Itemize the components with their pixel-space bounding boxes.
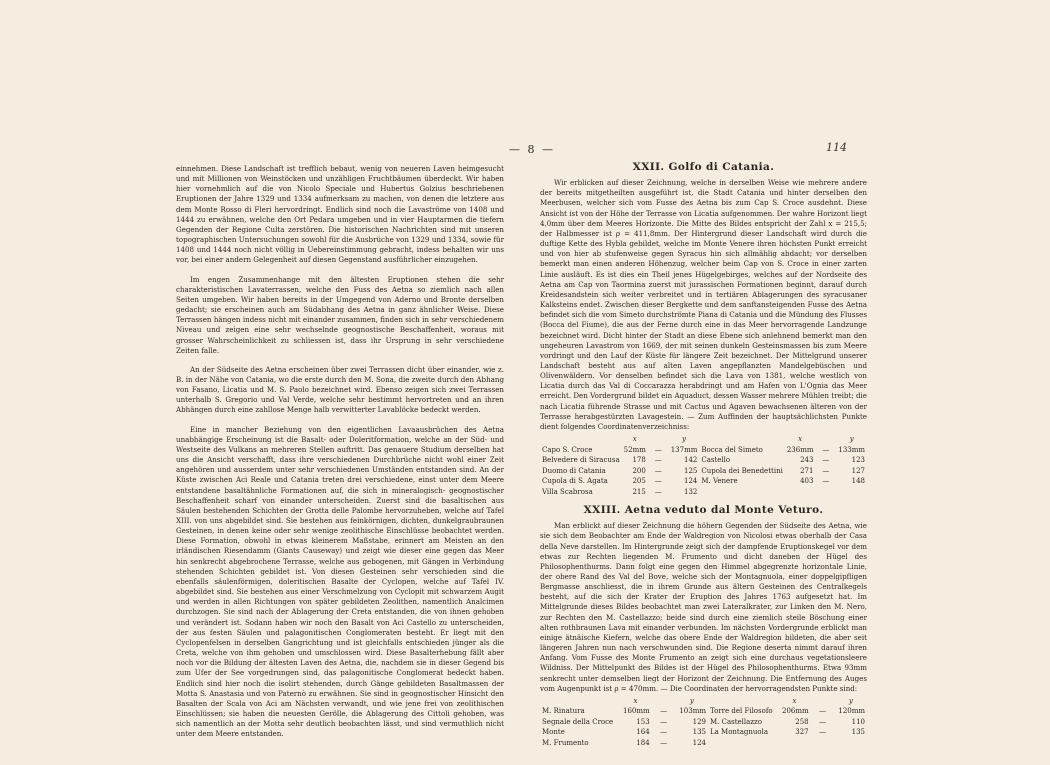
dash: — bbox=[819, 728, 827, 737]
dash: — bbox=[822, 477, 830, 486]
section-title: XXII. Golfo di Catania. bbox=[632, 161, 775, 173]
paragraph: einnehmen. Diese Landschaft ist trefflich bebaut, wenig von neueren Laven heimgesucht und mit Millionen von Weinstöcken und unzähligen Fruchtbäumen überdeckt. Wir haben hier vornehmlich auf die von Nicolo Speciale und Hubertus Golzius beschriebenen Eruptionen der Jahre 1329 und 1334 aufmerksam zu machen, von denen die letztere aus dem Monte Rosso di Fleri hervordringt. Endlich sind noch die Lavaströme von 1408 und 1444 zu erwähnen, welche den Ort Pedara umgeben und in vier Hauptarmen die tiefern Gegenden der Regione Culta zerstören. Die historischen Nachrichten sind mit unseren topographischen Untersuchungen sowohl für die Ausbrüche von 1329 und 1334, sowie für 1408 und 1444 noch nicht völlig in Uebereinstimmung gebracht, indess behalten wir uns vor, bei einer andern Gelegenheit auf diesen Gegenstand ausführlicher einzugehen. bbox=[176, 164, 504, 265]
paragraph: Im engen Zusammenhange mit den ältesten Eruptionen stehen die sehr charakteristischen Lavaterrassen, welche den Fuss des Aetna so ziemlich nach allen Seiten umgeben. Wir haben bereits in der Umgegend von Aderno und Bronte derselben gedacht; sie erscheinen auch am Südabhang des Aetna in ganz ähnlicher Weise. Diese Terrassen hängen indess nicht mit einander zusammen, finden sich in sehr verschiedenem Niveau und zeigen eine sehr wechselnde geognostische Beschaffenheit, woraus mit grosser Wahrscheinlichkeit zu schliessen ist, dass ihr Ursprung in sehr verschiedene Zeiten falle. bbox=[176, 274, 504, 355]
page-number: — 8 — bbox=[509, 143, 555, 156]
y-value: 133mm bbox=[838, 445, 865, 454]
x-value: 153 bbox=[636, 717, 650, 726]
place-name: Bocca del Simeto bbox=[701, 445, 763, 454]
y-value: 110 bbox=[851, 717, 865, 726]
x-header: x bbox=[798, 435, 803, 444]
place-name: M. Rinatura bbox=[542, 707, 585, 716]
dash: — bbox=[822, 445, 830, 454]
table-row bbox=[540, 445, 867, 456]
x-value: 200 bbox=[632, 466, 646, 475]
y-value bbox=[835, 738, 867, 749]
y-value: 129 bbox=[692, 717, 706, 726]
coord-rows-1 bbox=[540, 445, 867, 498]
y-value: 132 bbox=[683, 487, 698, 496]
dash: — bbox=[654, 445, 662, 454]
dash: — bbox=[660, 717, 668, 726]
paragraph: Man erblickt auf dieser Zeichnung die höhern Gegenden der Südseite des Aetna, wie sie sich dem Beobachter am Ende der Waldregion von Nicolosi etwas oberhalb der Casa della Neve darstellen. Im Hintergrunde zeigt sich der dampfende Eruptionskegel vor dem etwas zur Rechten liegenden M. Frumento und dicht daneben der Hügel des Philosophenthurms. Dann folgt eine gegen den Himmel abgegrenzte horizontale Linie, der obere Rand des Val del Bove, welche sich der Montagnuola, einer doppelgipfligen Bergmasse anschliesst, die in ihrem Grunde aus ältern Gesteinen des Centralkegels besteht, auf die sich der Krater der Eruption des Jahres 1763 aufgesetzt hat. Im Mittelgrunde dieses Bildes beobachtet man zwei Lateralkrater, zur Linken den M. Nero, zur Rechten den M. Castellazzo; beide sind durch eine ziemlich steile Böschung einer alten rothbraunen Lava mit einander verbunden. Im nächsten Vordergrunde erblickt man einige ätnäische Kiefern, welche das obere Ende der Waldregion bildeten, die aber seit längeren Jahren nun nach verschwunden sind. Die Regione deserta nimmt darauf ihren Anfang. Vom Fusse des Monte Frumento an zeigt sich eine durchaus vegetationsleere Wildniss. Der Mittelpunkt des Bildes ist der Hügel des Philosophenthurms. Etwa 93mm senkrecht unter demselben liegt der Horizont der Zeichnung. Die Entfernung des Auges vom Augenpunkt ist ρ = 470mm. — Die Coordinaten der hervorragendsten Punkte sind: bbox=[540, 521, 867, 693]
dash: — bbox=[654, 466, 662, 475]
x-value: 184 bbox=[636, 738, 650, 747]
y-value: 124 bbox=[683, 477, 698, 486]
paragraph: Wir erblicken auf dieser Zeichnung, welche in derselben Weise wie mehrere andere der bereits mitgetheilten ausgeführt ist, die Stadt Catania und hinter derselben den Meerbusen, welcher sich vom Fusse des Aetna bis zum Cap S. Croce ausdehnt. Diese Ansicht ist von der Höhe der Terrasse von Licatia aufgenommen. Der wahre Horizont liegt 4,0mm über dem Meeres Horizonte. Die Mitte des Bildes entspricht der Zahl x = 215,5; der Halbmesser ist ρ = 411,8mm. Der Hintergrund dieser Landschaft wird durch die duftige Kette des Hybla gebildet, welche im Monte Venere ihren höchsten Punkt erreicht und von hier ab stufenweise gegen Syracus hin sich allmählig abdacht; vor derselben bemerkt man einen anderen Höhenzug, welcher beim Cap von S. Croce in einer zarten Linie ausläuft. Es ist dies ein Theil jenes Hügelgebirges, welches auf der Nordseite des Aetna am Cap von Taormina zuerst mit jurassischen Formationen beginnt, darauf durch Kreidesandstein sich weiter verbreitet und in tertiären Ablagerungen des syracusaner Kalksteins endet. Zwischen dieser Bergkette und dem sanftansteigenden Fusse des Aetna befindet sich die vom Simeto durchströmte Piana di Catania und die Mündung des Flusses (Bocca del Fiume), die aus der Ferne durch eine in das Meer hervorragende Landzunge bezeichnet wird. Dicht hinter der Stadt an diese Ebene sich anlehnend bemerkt man den ungeheuren Lavastrom von 1669, der mit seinen dunkeln Gesteinsmassen bis zum Meere vordringt und den Lauf der Küste für längere Zeit bezeichnet. Der Mittelgrund unserer Landschaft besteht aus auf alten Laven angepflanzten Mandelgebüschen und Olivenwäldern. Vor denselben befindet sich die Lava von 1381, welche westlich von Licatia durch das Val di Coccarazza herabdringt und am Hafen von L'Ognia das Meer erreicht. Den Vordergrund bildet ein Aquaduct, dessen Wasser mehrere Mühlen treibt; die nach Licatia führende Strasse und mit Cactus und Agaven bewachsenen älteren von der Terrasse herabgestürzten Lavagestein. — Zum Auffinden der hauptsächlichsten Punkte dient folgendes Coordinatenverzeichniss: bbox=[540, 178, 867, 431]
handwritten-number: 114 bbox=[826, 141, 847, 154]
y-value: 123 bbox=[851, 456, 865, 465]
dash: — bbox=[654, 477, 662, 486]
dash: — bbox=[822, 466, 830, 475]
place-name: M. Castellazzo bbox=[709, 717, 762, 726]
y-header: y bbox=[682, 435, 687, 444]
dash: — bbox=[822, 456, 830, 465]
x-value: 215 bbox=[632, 487, 646, 496]
dash: — bbox=[654, 487, 662, 496]
table-row bbox=[540, 706, 867, 717]
table-row bbox=[540, 466, 867, 477]
place-name: Segnale della Croce bbox=[542, 717, 614, 726]
place-name: Castello bbox=[701, 456, 731, 465]
y-value: 124 bbox=[692, 738, 706, 747]
x-value: 164 bbox=[636, 728, 650, 737]
place-name: La Montagnuola bbox=[709, 728, 769, 737]
y-value: 142 bbox=[683, 456, 698, 465]
y-value: 127 bbox=[851, 466, 865, 475]
dash: — bbox=[660, 738, 668, 747]
place-name: Capo S. Croce bbox=[542, 445, 593, 454]
dash bbox=[815, 487, 836, 498]
place-name: Duomo di Catania bbox=[542, 466, 606, 475]
x-header: x bbox=[633, 696, 638, 705]
dash: — bbox=[819, 707, 827, 716]
dash: — bbox=[819, 717, 827, 726]
left-column bbox=[176, 164, 504, 748]
coord-rows-2 bbox=[540, 706, 867, 748]
coordinate-table bbox=[540, 696, 867, 749]
x-header: x bbox=[632, 435, 637, 444]
dash bbox=[811, 738, 835, 749]
x-value: 243 bbox=[800, 456, 814, 465]
y-value: 135 bbox=[851, 728, 865, 737]
y-value: 135 bbox=[692, 728, 706, 737]
coordinate-table bbox=[540, 434, 867, 497]
x-value: 52mm bbox=[623, 445, 646, 454]
y-value: 137mm bbox=[670, 445, 698, 454]
place-name: Cupola dei Benedettini bbox=[701, 466, 783, 475]
place-name: M. Frumento bbox=[542, 738, 589, 747]
place-name bbox=[708, 738, 778, 749]
x-value: 206mm bbox=[782, 707, 809, 716]
right-column bbox=[540, 160, 867, 752]
dash: — bbox=[660, 707, 668, 716]
place-name: Cupola di S. Agata bbox=[542, 477, 608, 486]
x-value: 205 bbox=[632, 477, 646, 486]
paragraph: Eine in mancher Beziehung von den eigentlichen Lavaausbrüchen des Aetna unabhängige Erscheinung ist die Basalt- oder Doleritformation, welche an der Süd- und Westseite des Vulkans an mehreren Stellen auftritt. Das genauere Studium derselben hat uns die Ansicht verschafft, dass ihre verschiedenen Durchbrüche nicht wohl einer Zeit angehören und ausserdem unter sehr verschiedenen Umständen entstanden sind. An der Küste zwischen Aci Reale und Catania treten drei verschiedene, einst unter dem Meere entstandene basaltähnliche Formationen auf, die sich in mineralogisch- geognostischer Beschaffenheit scharf von einander unterscheiden. Zuerst sind die basaltischen aus Säulen bestehenden Schichten der Grotta delle Palombe hervorzuheben, welche auf Tafel XIII. von uns abgebildet sind. Sie bestehen aus feinkörnigen, dichten, dunkelgraubraunen Gesteinen, in denen keine oder sehr wenige zeolithische Einschlüsse beobachtet werden. Diese Formation, obwohl in etwas kleinerem Maßstabe, erinnert am Meisten an den irländischen Riesendamm (Giants Causeway) und zeigt wie dieser eine gegen das Meer hin senkrecht abgebrochene Terrasse, welche aus gebogenen, mit Gängen in Verbindung stehenden Schichten gebildet ist. Von diesen Gesteinen sehr verschieden sind die ebenfalls säulenförmigen, doleritischen Basalte der Cyclopen, welche auf Tafel IV. abgebildet sind. Sie bestehen aus einer Verschmelzung von Cyclopit mit schwarzem Augit und werden in allen Richtungen von später gebildeten Zeolithen, namentlich Analcimen durchzogen. Sie sind nach der Ablagerung der Creta entstanden, die von ihnen gehoben und verändert ist. Sodann haben wir noch den Basalt von Aci Castello zu unterscheiden, der aus festen Säulen und palagonitischen Conglomeraten besteht. Er liegt mit den Cyclopenfelsen in derselben Gangrichtung und ist gleichfalls entschieden jünger als die Creta, welche von ihm gehoben und umschlossen wird. Diese Basalterhebung fällt aber noch vor die Bildung der ältesten Laven des Aetna, die, nachdem sie in dieser Gegend bis zum Ufer der See vorgedrungen sind, das palagonitische Conglomerat bedeckt haben. Endlich sind hier noch die isolirt stehenden, durch Gänge gebildeten Basaltmassen der Motta S. Anastasia und von Paternò zu erwähnen. Sie sind in geognostischer Hinsicht den Basalten der Scala von Aci am Nächsten verwandt, und wie jene frei von zeolithischen Einschlüssen; sie haben die neuesten Gerölle, die Ablagerung des Cittoli gehoben, was sich namentlich an der Motta sehr deutlich beobachten lässt, und sind vermuthlich nicht unter dem Meere entstanden. bbox=[176, 424, 504, 739]
place-name: M. Venere bbox=[701, 477, 738, 486]
table-row bbox=[540, 455, 867, 466]
place-name: Monte bbox=[542, 728, 565, 737]
dash: — bbox=[660, 728, 668, 737]
table-row bbox=[540, 476, 867, 487]
y-value: 103mm bbox=[679, 707, 706, 716]
y-header: y bbox=[849, 435, 854, 444]
x-value: 160mm bbox=[623, 707, 650, 716]
table-row bbox=[540, 727, 867, 738]
place-name: Torre del Filosofo bbox=[709, 707, 773, 716]
table-row bbox=[540, 738, 867, 749]
table-row bbox=[540, 487, 867, 498]
y-header: y bbox=[689, 696, 694, 705]
x-header: x bbox=[792, 696, 797, 705]
x-value: 327 bbox=[795, 728, 809, 737]
x-value bbox=[785, 487, 816, 498]
x-value: 178 bbox=[632, 456, 646, 465]
x-value: 236mm bbox=[786, 445, 814, 454]
x-value: 403 bbox=[800, 477, 814, 486]
table-row bbox=[540, 717, 867, 728]
y-value: 148 bbox=[851, 477, 865, 486]
x-value: 258 bbox=[795, 717, 809, 726]
y-value: 125 bbox=[683, 466, 698, 475]
y-header: y bbox=[848, 696, 853, 705]
section-title: XXIII. Aetna veduto dal Monte Veturo. bbox=[583, 504, 824, 517]
x-value: 271 bbox=[800, 466, 814, 475]
dash: — bbox=[654, 456, 662, 465]
y-value: 120mm bbox=[838, 707, 865, 716]
place-name: Villa Scabrosa bbox=[542, 487, 593, 496]
x-value bbox=[778, 738, 810, 749]
place-name bbox=[699, 487, 784, 498]
paragraph: An der Südseite des Aetna erscheinen über zwei Terrassen dicht über einander, wie z. B. in der Nähe von Catania, wo die erste durch den M. Sona, die zweite durch den Abhang von Fasano, Licatia und M. S. Paolo bezeichnet wird. Ebenso zeigen sich zwei Terrassen unterhalb S. Gregorio und Val Verde, welche sehr bestimmt hervortreten und an ihren Abhängen durch eine zahllose Menge halb verwitterter Lavablöcke bedeckt werden. bbox=[176, 364, 504, 415]
y-value bbox=[836, 487, 867, 498]
place-name: Belvedere di Siracusa bbox=[542, 456, 620, 465]
